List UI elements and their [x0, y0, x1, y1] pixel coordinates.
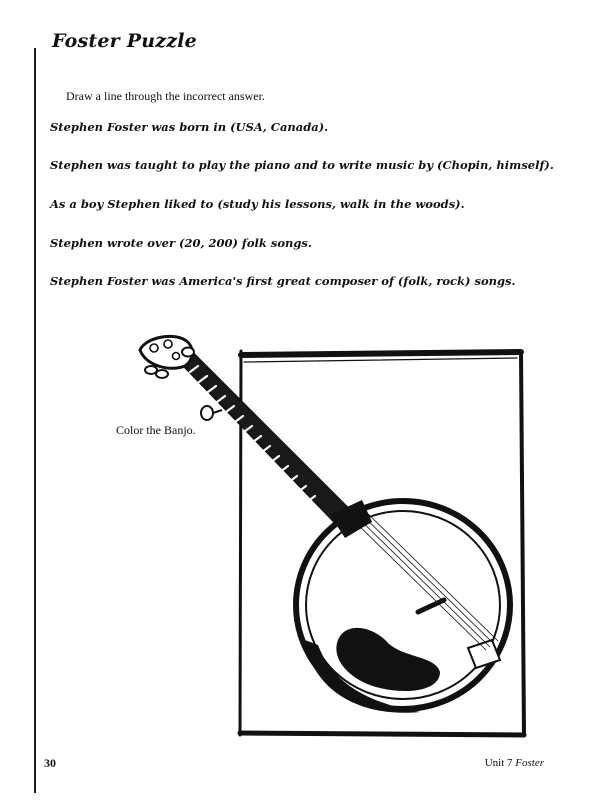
question-1: Stephen Foster was born in (USA, Canada).	[50, 120, 329, 134]
page-title: Foster Puzzle	[52, 30, 197, 52]
question-3: As a boy Stephen liked to (study his lessons, walk in the woods).	[50, 197, 465, 211]
instructions: Draw a line through the incorrect answer.	[66, 89, 265, 103]
unit-label: Unit 7	[484, 757, 513, 769]
unit-topic: Foster	[515, 757, 544, 769]
question-4: Stephen wrote over (20, 200) folk songs.	[50, 236, 312, 250]
page-number: 30	[44, 756, 56, 770]
color-prompt: Color the Banjo.	[116, 423, 196, 437]
footer-unit	[485, 757, 544, 769]
banjo-pot	[296, 501, 510, 713]
banjo-neck	[176, 350, 372, 538]
question-5: Stephen Foster was America's first great composer of (folk, rock) songs.	[50, 274, 516, 288]
question-2: Stephen was taught to play the piano and to write music by (Chopin, himself).	[50, 158, 554, 172]
